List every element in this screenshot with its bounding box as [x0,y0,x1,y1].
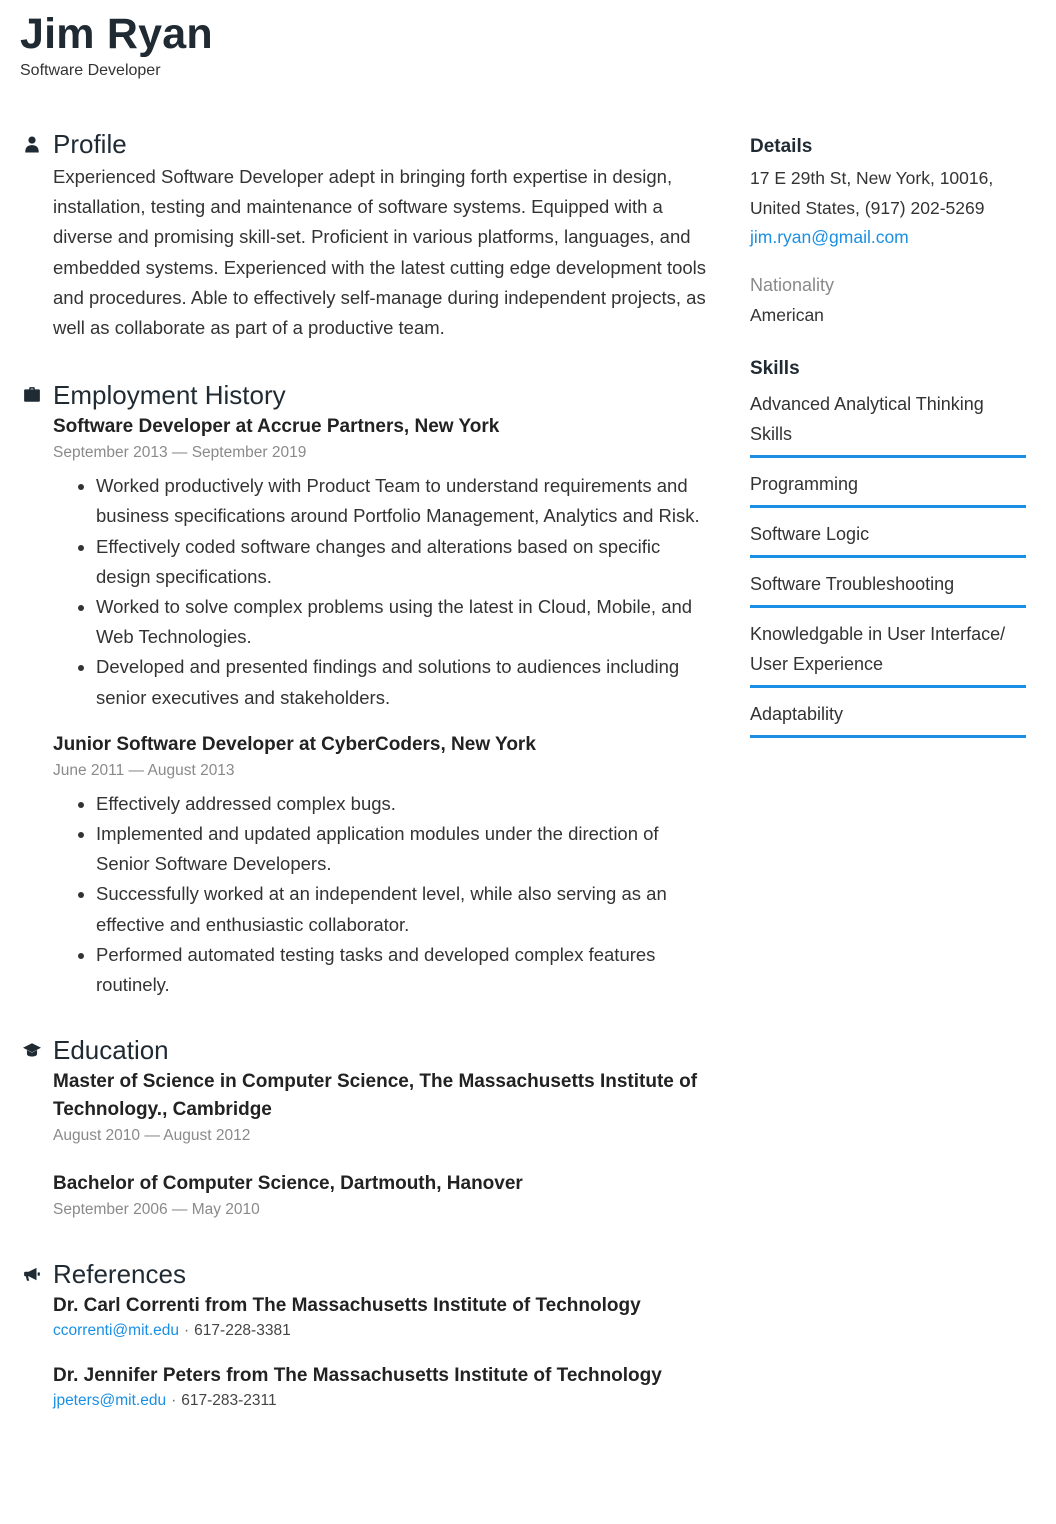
job-dates: June 2011 — August 2013 [53,761,235,779]
details-email-link[interactable]: jim.ryan@gmail.com [750,227,909,247]
degree-title: Master of Science in Computer Science, The Massachusetts Institute of Technology., Cambridge [53,1071,698,1121]
nationality-label: Nationality [750,274,835,295]
education-header [20,1034,710,1066]
section-title-employment: Employment History [53,379,286,410]
job-entry [53,731,710,1000]
skill-name: Adaptability [750,704,844,724]
references-section [20,1258,710,1412]
reference-email-link[interactable]: jpeters@mit.edu [53,1392,167,1410]
megaphone-icon [21,1263,43,1285]
education-dates: September 2006 — May 2010 [53,1201,260,1219]
profile-section [20,128,710,343]
reference-entry [53,1362,710,1412]
job-title: Junior Software Developer at CyberCoders, New York [53,733,536,755]
candidate-job-title: Software Developer [20,62,161,79]
skill-item [750,386,1026,458]
skill-name: Advanced Analytical Thinking Skills [750,394,984,444]
profile-header [20,128,710,160]
list-item: • Worked to solve complex problems using the latest in Cloud, Mobile, and Web Technologies. [96,592,710,652]
list-item: • Implemented and updated application modules under the direction of Senior Software Developers. [96,819,710,879]
education-dates: August 2010 — August 2012 [53,1127,251,1145]
degree-title: Bachelor of Computer Science, Dartmouth, Hanover [53,1173,523,1195]
employment-header [20,379,710,411]
details-section [750,134,1026,330]
list-item: • Performed automated testing tasks and developed complex features routinely. [96,940,710,1000]
skill-item [750,516,1026,558]
details-heading: Details [750,136,813,157]
skill-item [750,616,1026,688]
job-bullets [20,789,710,1000]
profile-summary: Experienced Software Developer adept in bringing forth expertise in design, installation, testing and maintenance of software systems. Equipped with a diverse and promising skill-set. Proficient in various platforms, languages, and embedded systems. Experienced with the latest cutting edge development tools and procedures. Able to effectively self-manage during independent projects, as well as collaborate as part of a productive team. [53,166,707,339]
job-bullets [20,471,710,713]
resume-header [20,8,213,80]
education-section [20,1034,710,1222]
list-item: • Successfully worked at an independent level, while also serving as an effective and enthusiastic collaborator. [96,879,710,939]
reference-phone: 617-283-2311 [181,1392,277,1410]
list-item: • Worked productively with Product Team to understand requirements and business specifications around Portfolio Management, Analytics and Risk. [96,471,710,531]
sidebar [750,134,1026,746]
reference-email-link[interactable]: ccorrenti@mit.edu [53,1322,179,1340]
graduation-cap-icon [21,1039,43,1061]
skill-name: Software Logic [750,524,870,544]
skill-item [750,466,1026,508]
reference-entry [53,1292,710,1342]
candidate-name: Jim Ryan [20,10,213,58]
education-entry [53,1068,710,1148]
reference-name: Dr. Carl Correnti from The Massachusetts Institute of Technology [53,1295,641,1317]
list-item: • Developed and presented findings and solutions to audiences including senior executives and stakeholders. [96,652,710,712]
section-title-education: Education [53,1034,169,1065]
section-title-references: References [53,1258,186,1289]
skills-heading: Skills [750,358,800,379]
section-title-profile: Profile [53,128,127,159]
skill-item [750,696,1026,738]
reference-separator: · [171,1392,177,1410]
list-item: • Effectively addressed complex bugs. [96,789,710,819]
reference-separator: · [184,1322,190,1340]
job-title: Software Developer at Accrue Partners, New York [53,416,500,438]
skill-item [750,566,1026,608]
person-icon [21,133,43,155]
job-dates: September 2013 — September 2019 [53,444,307,462]
main-column [20,128,710,1440]
reference-contact [53,1390,710,1412]
list-item: • Effectively coded software changes and alterations based on specific design specifications. [96,532,710,592]
job-entry [53,413,710,713]
references-header [20,1258,710,1290]
reference-contact [53,1320,710,1342]
details-address: 17 E 29th St, New York, 10016, United States, (917) 202-5269 [750,168,994,218]
skills-section [750,356,1026,738]
employment-section [20,379,710,1000]
reference-name: Dr. Jennifer Peters from The Massachusetts Institute of Technology [53,1365,662,1387]
briefcase-icon [21,384,43,406]
education-entry [53,1170,710,1222]
nationality-value: American [750,304,824,325]
skill-name: Software Troubleshooting [750,574,955,594]
skill-name: Knowledgable in User Interface/ User Experience [750,624,1006,674]
skill-name: Programming [750,474,859,494]
reference-phone: 617-228-3381 [194,1322,291,1340]
